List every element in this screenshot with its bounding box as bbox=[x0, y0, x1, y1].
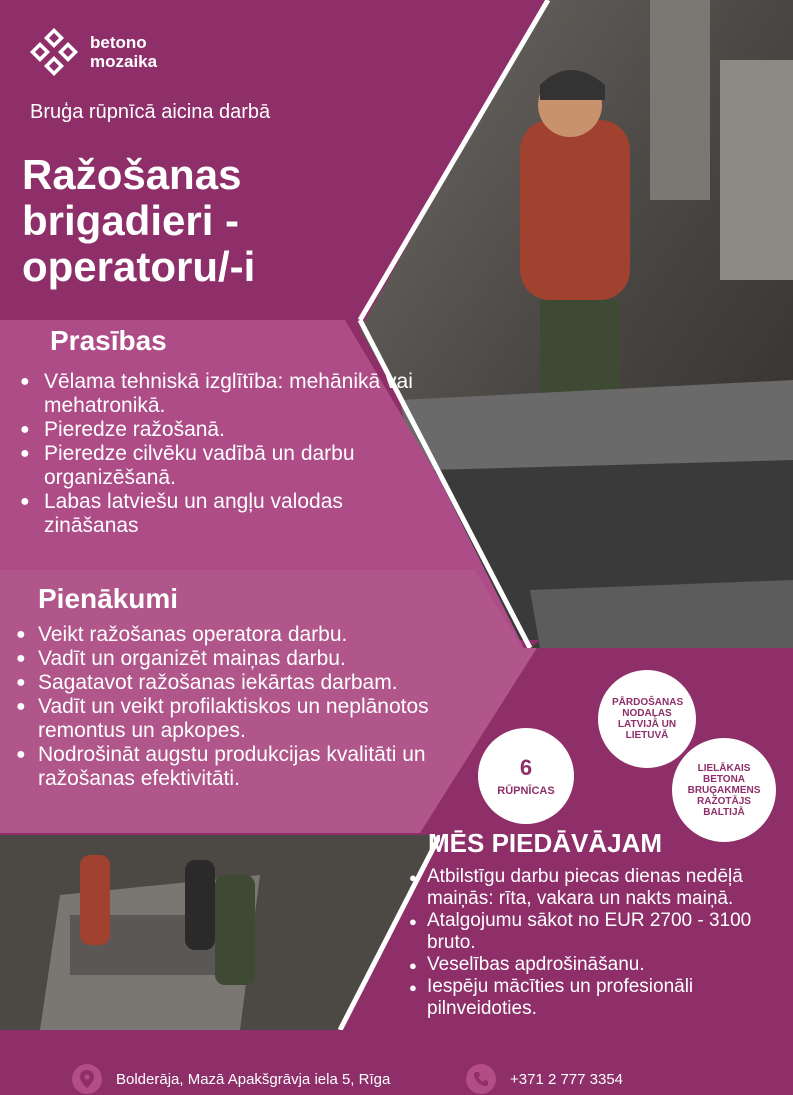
duties-heading: Pienākumi bbox=[38, 583, 179, 614]
job-title: Ražošanas brigadieri - operatoru/-i bbox=[22, 151, 256, 290]
list-item: ● Veselības apdrošināšanu. bbox=[409, 954, 769, 976]
list-item: ● Labas latviešu un angļu valodas zināšanas bbox=[20, 490, 440, 538]
requirements-heading: Prasības bbox=[50, 325, 167, 356]
offer-list bbox=[409, 866, 769, 1020]
list-item: ● Vēlama tehniskā izglītība: mehānikā vai mehatronikā. bbox=[20, 370, 440, 418]
intro-text: Bruģa rūpnīcā aicina darbā bbox=[30, 101, 271, 123]
list-item: ● Pieredze ražošanā. bbox=[20, 418, 440, 442]
factories-badge bbox=[478, 728, 574, 824]
badge-label: PĀRDOŠANAS NODAĻAS LATVIJĀ UN LIETUVĀ bbox=[612, 697, 684, 741]
offer-heading: MĒS PIEDĀVĀJAM bbox=[428, 828, 663, 858]
list-item: ● Veikt ražošanas operatora darbu. bbox=[16, 623, 496, 647]
requirements-list bbox=[20, 370, 440, 538]
list-item: ● Atbilstīgu darbu piecas dienas nedēļā maiņās: rīta, vakara un nakts maiņā. bbox=[409, 866, 769, 910]
list-item: ● Vadīt un veikt profilaktiskos un neplānotos remontus un apkopes. bbox=[16, 695, 496, 743]
list-item: ● Nodrošināt augstu produkcijas kvalitāti un ražošanas efektivitāti. bbox=[16, 743, 496, 791]
address-link[interactable] bbox=[72, 1064, 390, 1094]
list-item: ● Pieredze cilvēku vadībā un darbu organizēšanā. bbox=[20, 442, 440, 490]
brand-logo[interactable] bbox=[28, 26, 157, 78]
badge-number: 6 bbox=[519, 755, 533, 780]
brand-name-line2: mozaika bbox=[90, 52, 158, 71]
address-text: Bolderāja, Mazā Apakšgrāvja iela 5, Rīga bbox=[116, 1070, 391, 1088]
badge-label: LIELĀKAIS BETONA BRUĢAKMENS RAŽOTĀJS BALTIJĀ bbox=[687, 762, 761, 818]
largest-producer-badge bbox=[672, 738, 776, 842]
location-pin-icon bbox=[72, 1064, 102, 1094]
workers-photo bbox=[0, 835, 440, 1030]
phone-icon bbox=[466, 1064, 496, 1094]
badge-label: RŪPNĪCAS bbox=[497, 785, 555, 797]
list-item: ● Sagatavot ražošanas iekārtas darbam. bbox=[16, 671, 496, 695]
list-item: ● Vadīt un organizēt maiņas darbu. bbox=[16, 647, 496, 671]
phone-link[interactable] bbox=[466, 1064, 623, 1094]
list-item: ● Atalgojumu sākot no EUR 2700 - 3100 bruto. bbox=[409, 910, 769, 954]
sales-offices-badge bbox=[598, 670, 696, 768]
brand-name-line1: betono bbox=[90, 33, 147, 52]
logo-mark-icon bbox=[28, 26, 80, 78]
phone-number: +371 2 777 3354 bbox=[510, 1070, 624, 1088]
list-item: ● Iespēju mācīties un profesionāli pilnveidoties. bbox=[409, 976, 769, 1020]
duties-list bbox=[16, 623, 496, 791]
